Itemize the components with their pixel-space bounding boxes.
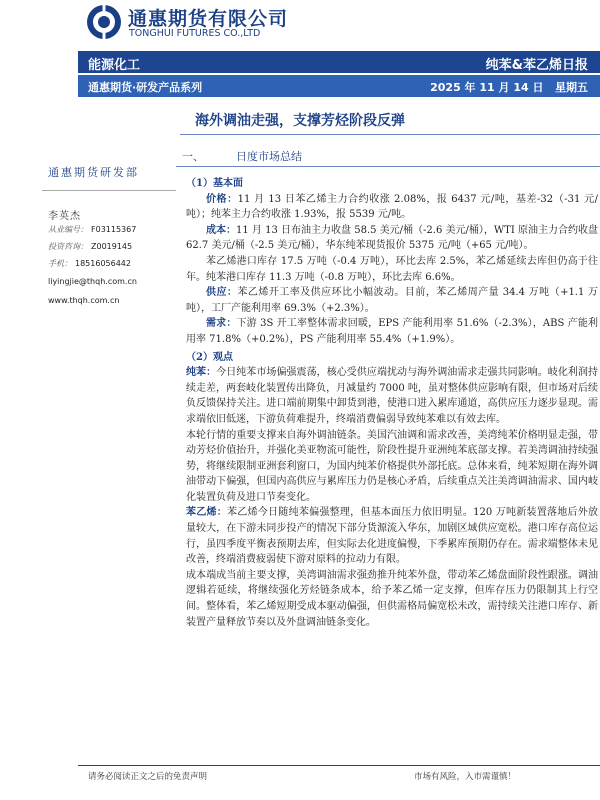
footer-divider xyxy=(78,765,600,766)
inventory-paragraph: 苯乙烯港口库存 17.5 万吨（-0.4 万吨），环比去库 2.5%，苯乙烯延续去库但仍高于往年。纯苯港口库存 11.3 万吨（-0.8 万吨），环比去库 6.6%。 xyxy=(186,255,598,283)
company-logo-icon xyxy=(86,4,122,40)
phone-number: 手机： 18516056442 xyxy=(48,259,131,268)
styrene-paragraph-2: 成本端成当前主要支撑，美湾调油需求强劲推升纯苯外盘，带动苯乙烯盘面阶段性跟涨。调油逻辑若延续，将继续强化芳烃链条成本，给予苯乙烯一定支撑，但库存压力仍限制其上行空间。整体看，苯乙烯短期受成本驱动偏强，但供需格局偏宽松未改，需持续关注港口库存、新装置产量释放节奏以及外盘调油链条变化。 xyxy=(186,569,598,628)
consulting-number: 投资咨询： Z0019145 xyxy=(48,242,133,251)
section-heading: 一、 日度市场总结 xyxy=(182,150,302,163)
analyst-name: 李英杰 xyxy=(48,211,81,222)
report-date: 2025 年 11 月 14 日 星期五 xyxy=(430,81,588,94)
report-series: 通惠期货·研发产品系列 xyxy=(88,81,203,94)
company-name-cn: 通惠期货有限公司 xyxy=(128,8,289,30)
company-name-en: TONGHUI FUTURES CO.,LTD xyxy=(129,28,261,39)
email-link[interactable]: liyingjie@thqh.com.cn xyxy=(48,277,137,286)
benzene-paragraph: 纯苯：今日纯苯市场偏强震荡，核心受供应端扰动与海外调油需求走强共同影响。岐化利润持续走差，两套岐化装置传出降负，月减量约 7000 吨，虽对整体供应影响有限，但市场对后续负反馈保持关注。进口端前期集中卸货到港，使港口进入累库通道，高供应压力逐步显现。需求端依旧低迷，下游负荷难提升，终端消费偏弱导致纯苯难以有效去库。 xyxy=(186,367,599,425)
benzene-paragraph-2: 本轮行情的重要支撑来自海外调油链条。美国汽油调和需求改善，美湾纯苯价格明显走强，带动芳烃价值抬升，并强化美亚物流可能性，阶段性提升亚洲纯苯底部支撑。若美湾调油持续强势，将继续限制亚洲套利窗口，为国内纯苯价格提供外部托底。总体来看，纯苯短期在海外调油带动下偏强，但国内高供应与累库压力仍是核心矛盾，后续重点关注美湾调油需求、国内岐化装置负荷及进口节奏变化。 xyxy=(186,429,598,503)
price-paragraph: 价格：11 月 13 日苯乙烯主力合约收涨 2.08%，报 6437 元/吨，基差-32（-31 元/吨）；纯苯主力合约收涨 1.93%，报 5539 元/吨。 xyxy=(186,193,598,221)
cost-paragraph: 成本：11 月 13 日布油主力收盘 58.5 美元/桶（-2.6 美元/桶），WTI 原油主力合约收盘 62.7 美元/桶（-2.5 美元/桶），华东纯苯现货报价 5375 元/吨（+65 元/吨）。 xyxy=(186,224,599,252)
website-link[interactable]: www.thqh.com.cn xyxy=(48,296,120,305)
footer-disclaimer: 请务必阅读正文之后的免责声明 xyxy=(88,772,208,782)
qualification-number: 从业编号： F03115367 xyxy=(48,225,137,234)
demand-paragraph: 需求：下游 3S 开工率整体需求回暖，EPS 产能利用率 51.6%（-2.3%），ABS 产能利用率 71.8%（+0.2%），PS 产能利用率 55.4%（+1.9%）。 xyxy=(186,318,599,345)
report-name: 纯苯&苯乙烯日报 xyxy=(485,58,588,73)
section-divider xyxy=(176,166,600,167)
fundamentals-heading: （1）基本面 xyxy=(186,178,243,189)
styrene-paragraph: 苯乙烯：苯乙烯今日随纯苯偏强整理，但基本面压力依旧明显。120 万吨新装置落地后外放量较大，在下游未同步投产的情况下部分货源流入华东，加剧区域供应宽松。港口库存高位运行，虽四季度平衡表预期去库，但实际去化进度偏慢，下季累库预期仍存在。需求端整体未见改善，终端消费疲弱使下游对原料的拉动力有限。 xyxy=(186,507,599,566)
report-title: 海外调油走强，支撑芳烃阶段反弹 xyxy=(195,113,405,129)
supply-paragraph: 供应：苯乙烯开工率及供应环比小幅波动。目前，苯乙烯周产量 34.4 万吨（+1.1 万吨），工厂产能利用率 69.3%（+2.3%）。 xyxy=(186,287,598,314)
title-divider xyxy=(180,134,600,135)
report-category: 能源化工 xyxy=(88,58,141,73)
report-sub-banner xyxy=(78,75,600,97)
sidebar-divider xyxy=(42,190,176,191)
footer-risk-note: 市场有风险，入市需谨慎！ xyxy=(413,772,516,782)
report-banner xyxy=(78,51,600,73)
views-heading: （2）观点 xyxy=(186,351,233,363)
report-header xyxy=(0,0,600,50)
research-team: 通惠期货研发部 xyxy=(48,166,139,179)
